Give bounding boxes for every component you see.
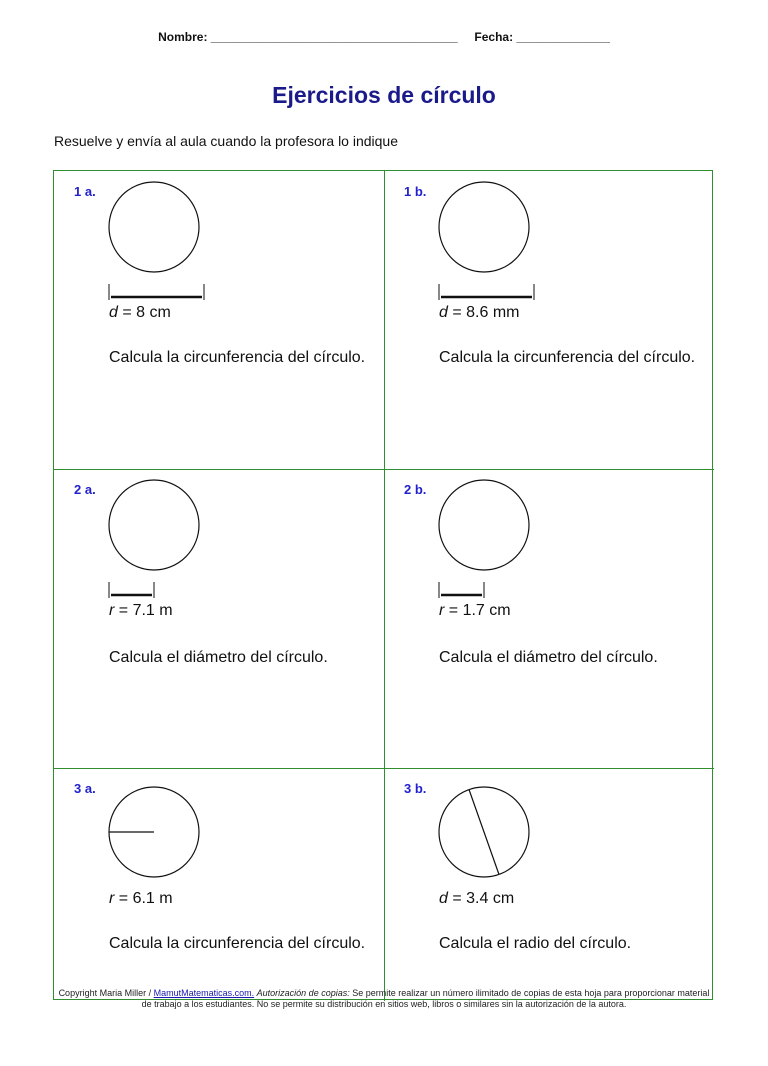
measurement: [109, 890, 173, 908]
problem-3b: [384, 768, 714, 1066]
circle-diagram: [104, 776, 214, 886]
measurement-variable: r: [109, 602, 115, 619]
task-text: Calcula la circunferencia del círculo.: [439, 349, 696, 366]
name-label: Nombre:: [158, 30, 208, 44]
measurement-value: = 3.4 cm: [452, 890, 515, 907]
circle-diagram: [434, 179, 544, 309]
problem-1b: [384, 171, 714, 469]
measurement-variable: r: [439, 602, 445, 619]
copyright-text: Copyright Maria Miller /: [58, 988, 152, 998]
task-text: Calcula el radio del círculo.: [439, 935, 632, 952]
task-text: Calcula el diámetro del círculo.: [109, 649, 328, 666]
measurement-value: = 8.6 mm: [452, 304, 520, 321]
date-blank: ______________: [516, 30, 610, 44]
header-fields: [0, 30, 768, 44]
problem-number: 2 a.: [74, 482, 96, 497]
instructions-text: Resuelve y envía al aula cuando la profesora lo indique: [54, 133, 399, 149]
date-label: Fecha:: [474, 30, 514, 44]
page-title: Ejercicios de círculo: [272, 82, 496, 108]
circle-diagram: [104, 477, 214, 607]
task-text: Calcula la circunferencia del círculo.: [109, 935, 366, 952]
problem-3a: [54, 768, 384, 1066]
copyright-footer: [0, 988, 768, 1010]
measurement-value: = 8 cm: [122, 304, 171, 321]
measurement: [439, 602, 511, 620]
measurement-variable: d: [109, 304, 118, 321]
measurement-variable: d: [439, 304, 448, 321]
measurement-value: = 1.7 cm: [448, 602, 511, 619]
problem-number: 1 b.: [404, 184, 427, 199]
problem-2a: [54, 469, 384, 767]
problem-number: 3 a.: [74, 781, 96, 796]
task-text: Calcula la circunferencia del círculo.: [109, 349, 366, 366]
problem-number: 2 b.: [404, 482, 427, 497]
circle-diagram: [434, 477, 544, 607]
circle-diagram: [434, 776, 544, 886]
circle-diagram: [104, 179, 214, 309]
task-text: Calcula el diámetro del círculo.: [439, 649, 658, 666]
measurement: [109, 304, 171, 322]
measurement: [439, 304, 520, 322]
problem-1a: [54, 171, 384, 469]
measurement-value: = 6.1 m: [118, 890, 173, 907]
problem-number: 1 a.: [74, 184, 96, 199]
footer-line-2: de trabajo a los estudiantes. No se permite su distribución en sitios web, libros o similares sin la autorización de la autora.: [141, 999, 627, 1009]
problem-number: 3 b.: [404, 781, 427, 796]
exercise-grid: [53, 170, 713, 1000]
site-link[interactable]: MamutMatematicas.com.: [153, 988, 255, 998]
measurement-variable: r: [109, 890, 115, 907]
name-blank: _____________________________________: [210, 30, 458, 44]
measurement-value: = 7.1 m: [118, 602, 173, 619]
permission-text: Se permite realizar un número ilimitado de copias de esta hoja para proporcionar material: [352, 988, 710, 998]
problem-2b: [384, 469, 714, 767]
permission-label: Autorización de copias:: [256, 988, 350, 998]
measurement-variable: d: [439, 890, 448, 907]
measurement: [109, 602, 173, 620]
measurement: [439, 890, 514, 908]
